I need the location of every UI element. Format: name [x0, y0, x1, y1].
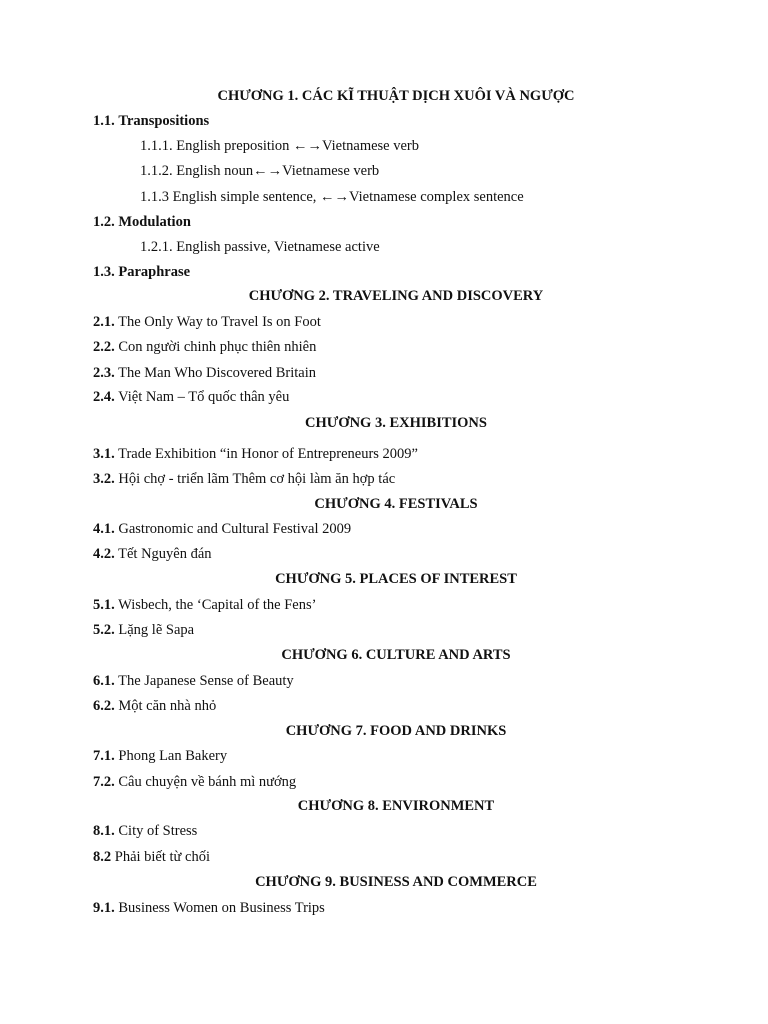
section-entry — [0, 443, 768, 465]
section-number: 5.1. — [93, 597, 115, 613]
section-entry — [0, 695, 768, 717]
section-entry — [0, 261, 768, 283]
section-title: Lặng lẽ Sapa — [118, 622, 195, 638]
chapter-heading: CHƯƠNG 8. ENVIRONMENT — [297, 798, 495, 814]
section-title: The Only Way to Travel Is on Foot — [118, 314, 321, 330]
section-number: 8.2 — [93, 849, 112, 865]
section-number: 9.1. — [93, 900, 115, 916]
section-number: 4.2. — [93, 546, 115, 562]
chapter-heading: CHƯƠNG 6. CULTURE AND ARTS — [281, 647, 511, 663]
section-entry — [0, 110, 768, 132]
section-entry — [0, 619, 768, 641]
section-entry — [0, 518, 768, 540]
section-number: 2.1. — [93, 314, 115, 330]
section-title: Con người chinh phục thiên nhiên — [118, 339, 317, 355]
section-title: Việt Nam – Tổ quốc thân yêu — [118, 389, 290, 405]
section-entry — [0, 594, 768, 616]
chapter-heading: CHƯƠNG 2. TRAVELING AND DISCOVERY — [248, 288, 544, 304]
section-title: The Man Who Discovered Britain — [118, 365, 316, 381]
section-number: 8.1. — [93, 823, 115, 839]
section-entry — [0, 670, 768, 692]
section-number: 3.2. — [93, 471, 115, 487]
section-number: 6.2. — [93, 698, 115, 714]
chapter-heading: CHƯƠNG 3. EXHIBITIONS — [305, 415, 487, 431]
chapter-heading: CHƯƠNG 5. PLACES OF INTEREST — [275, 571, 517, 587]
section-title: Transpositions — [118, 113, 210, 129]
section-title: Câu chuyện về bánh mì nướng — [118, 774, 297, 790]
section-entry — [0, 846, 768, 868]
section-number: 1.1. — [93, 113, 115, 129]
section-title: Tết Nguyên đán — [118, 546, 212, 562]
section-entry — [0, 336, 768, 358]
section-title: Một căn nhà nhỏ — [118, 698, 217, 714]
section-entry — [0, 897, 768, 919]
section-title: City of Stress — [118, 823, 198, 839]
section-number: 2.3. — [93, 365, 115, 381]
subsection-entry: 1.1.3 English simple sentence, ←→Vietnamese complex sentence — [140, 189, 524, 205]
chapter-heading: CHƯƠNG 9. BUSINESS AND COMMERCE — [255, 874, 537, 890]
section-entry — [0, 468, 768, 490]
subsection-entry: 1.2.1. English passive, Vietnamese active — [140, 239, 380, 255]
section-title: Paraphrase — [118, 264, 191, 280]
section-title: The Japanese Sense of Beauty — [118, 673, 294, 689]
section-number: 7.1. — [93, 748, 115, 764]
section-title: Phải biết từ chối — [114, 849, 210, 865]
section-number: 5.2. — [93, 622, 115, 638]
section-entry — [0, 211, 768, 233]
section-number: 6.1. — [93, 673, 115, 689]
section-title: Trade Exhibition “in Honor of Entrepreneurs 2009” — [118, 446, 418, 462]
section-number: 4.1. — [93, 521, 115, 537]
section-number: 2.2. — [93, 339, 115, 355]
section-entry — [0, 771, 768, 793]
subsection-entry: 1.1.1. English preposition ←→Vietnamese verb — [140, 138, 420, 154]
section-title: Gastronomic and Cultural Festival 2009 — [118, 521, 352, 537]
section-entry — [0, 311, 768, 333]
chapter-heading: CHƯƠNG 7. FOOD AND DRINKS — [285, 723, 507, 739]
section-title: Business Women on Business Trips — [118, 900, 325, 916]
section-number: 3.1. — [93, 446, 115, 462]
section-number: 7.2. — [93, 774, 115, 790]
section-number: 1.3. — [93, 264, 115, 280]
section-entry — [0, 820, 768, 842]
section-entry — [0, 543, 768, 565]
section-title: Wisbech, the ‘Capital of the Fens’ — [118, 597, 317, 613]
chapter-heading: CHƯƠNG 1. CÁC KĨ THUẬT DỊCH XUÔI VÀ NGƯỢC — [217, 88, 575, 104]
chapter-heading: CHƯƠNG 4. FESTIVALS — [314, 496, 478, 512]
section-entry — [0, 386, 768, 408]
section-number: 1.2. — [93, 214, 115, 230]
section-number: 2.4. — [93, 389, 115, 405]
subsection-entry: 1.1.2. English noun←→Vietnamese verb — [140, 163, 380, 179]
section-entry — [0, 362, 768, 384]
section-title: Hội chợ - triển lãm Thêm cơ hội làm ăn hợp tác — [118, 471, 396, 487]
section-title: Phong Lan Bakery — [118, 748, 228, 764]
section-title: Modulation — [118, 214, 191, 230]
section-entry — [0, 745, 768, 767]
